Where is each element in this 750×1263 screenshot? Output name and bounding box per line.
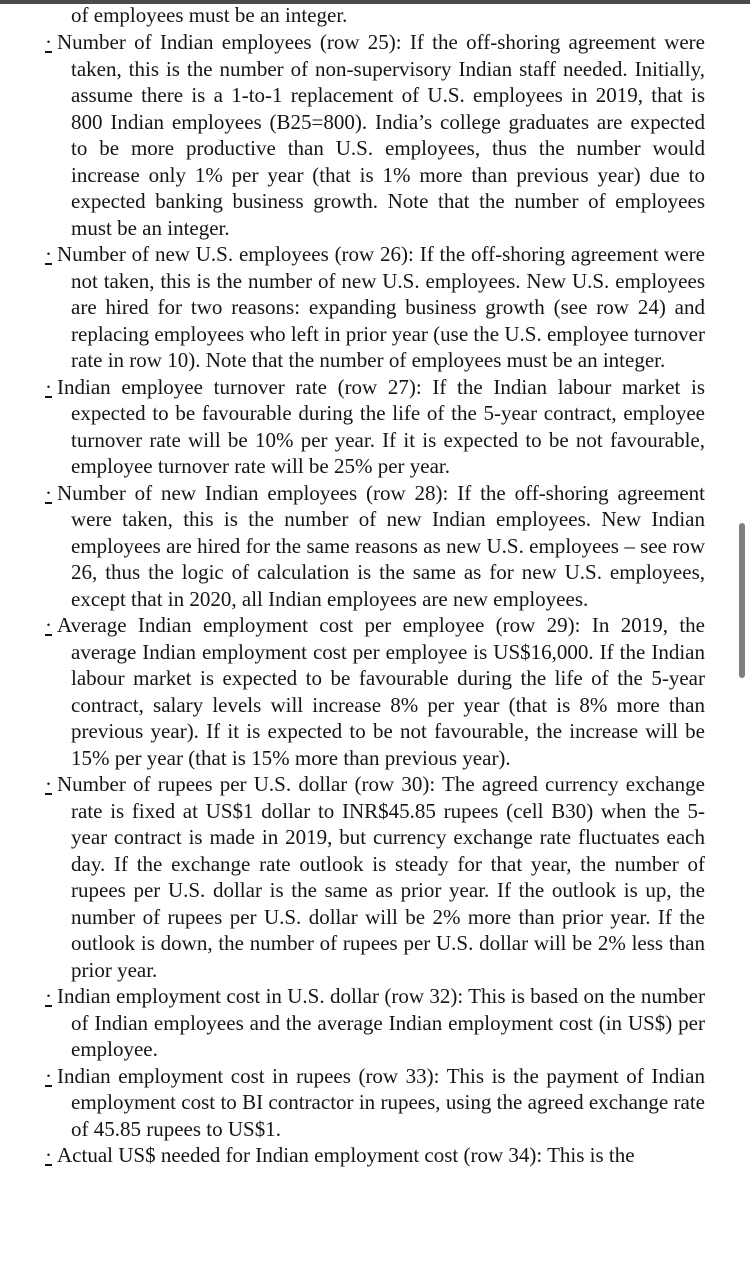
bullet-text: Average Indian employment cost per employee (row 29): In 2019, the average Indian employment cost per employee is US$16,000. If the Indian labour market is expected to be favourable during the life of the 5-year contract, salary levels will increase 8% per year (that is 8% more than previous year). If it is expected to be not favourable, the increase will be 15% per year (that is 15% more than previous year). [57,613,705,770]
bullet-marker: · [45,242,52,266]
bullet-text: Number of rupees per U.S. dollar (row 30): The agreed currency exchange rate is fixed at US$1 dollar to INR$45.85 rupees (cell B30) when the 5-year contract is made in 2019, but currency exchange rate fluctuates each day. If the exchange rate outlook is steady for that year, the number of rupees per U.S. dollar is the same as prior year. If the outlook is up, the number of rupees per U.S. dollar will be 2% more than prior year. If the outlook is down, the number of rupees per U.S. dollar will be 2% less than prior year. [57,772,705,982]
bullet-text: Number of new Indian employees (row 28): If the off-shoring agreement were taken, this is the number of new Indian employees. New Indian employees are hired for the same reasons as new U.S. employees – see row 26, thus the logic of calculation is the same as for new U.S. employees, except that in 2020, all Indian employees are new employees. [57,480,705,611]
bullet-text: Actual US$ needed for Indian employment cost (row 34): This is the [57,1143,635,1167]
bullet-text: Number of Indian employees (row 25): If the off-shoring agreement were taken, this is the number of non-supervisory Indian staff needed. Initially, assume there is a 1-to-1 replacement of U.S. employees in 2019, that is 800 Indian employees (B25=800). India’s college graduates are expected to be more productive than U.S. employees, thus the number would increase only 1% per year (that is 1% more than previous year) due to expected banking business growth. Note that the number of employees must be an integer. [57,30,705,240]
bullet-text: Indian employee turnover rate (row 27): If the Indian labour market is expected to be favourable during the life of the 5-year contract, employee turnover rate will be 10% per year. If it is expected to be not favourable, employee turnover rate will be 25% per year. [57,374,705,478]
bullet-marker: · [45,480,52,505]
bullet-actual-usd-needed [0,1142,750,1169]
bullet-marker: · [45,374,52,399]
bullet-marker: · [45,1063,52,1088]
bullet-number-indian-employees [0,29,750,241]
bullet-marker: · [45,30,52,54]
bullet-marker: · [45,772,52,796]
bullet-marker: · [45,1143,52,1167]
bullet-text: Indian employment cost in U.S. dollar (row 32): This is based on the number of Indian employees and the average Indian employment cost (in US$) per employee. [57,984,705,1061]
bullet-cost-in-usd [0,983,750,1063]
bullet-cost-in-rupees [0,1063,750,1143]
continuation-line: of employees must be an integer. [71,3,348,27]
vertical-scrollbar[interactable] [739,523,745,678]
bullet-list [0,29,750,1169]
bullet-text: Indian employment cost in rupees (row 33): This is the payment of Indian employment cost to BI contractor in rupees, using the agreed exchange rate of 45.85 rupees to US$1. [57,1063,705,1141]
bullet-average-indian-cost [0,612,750,771]
bullet-marker: · [45,984,52,1008]
bullet-indian-turnover-rate [0,374,750,480]
bullet-text: Number of new U.S. employees (row 26): If the off-shoring agreement were not taken, this is the number of new U.S. employees. New U.S. employees are hired for two reasons: expanding business growth (see row 24) and replacing employees who left in prior year (use the U.S. employee turnover rate in row 10). Note that the number of employees must be an integer. [57,242,705,372]
bullet-new-indian-employees [0,480,750,613]
bullet-marker: · [45,613,52,637]
bullet-rupees-per-dollar [0,771,750,983]
bullet-new-us-employees [0,241,750,374]
